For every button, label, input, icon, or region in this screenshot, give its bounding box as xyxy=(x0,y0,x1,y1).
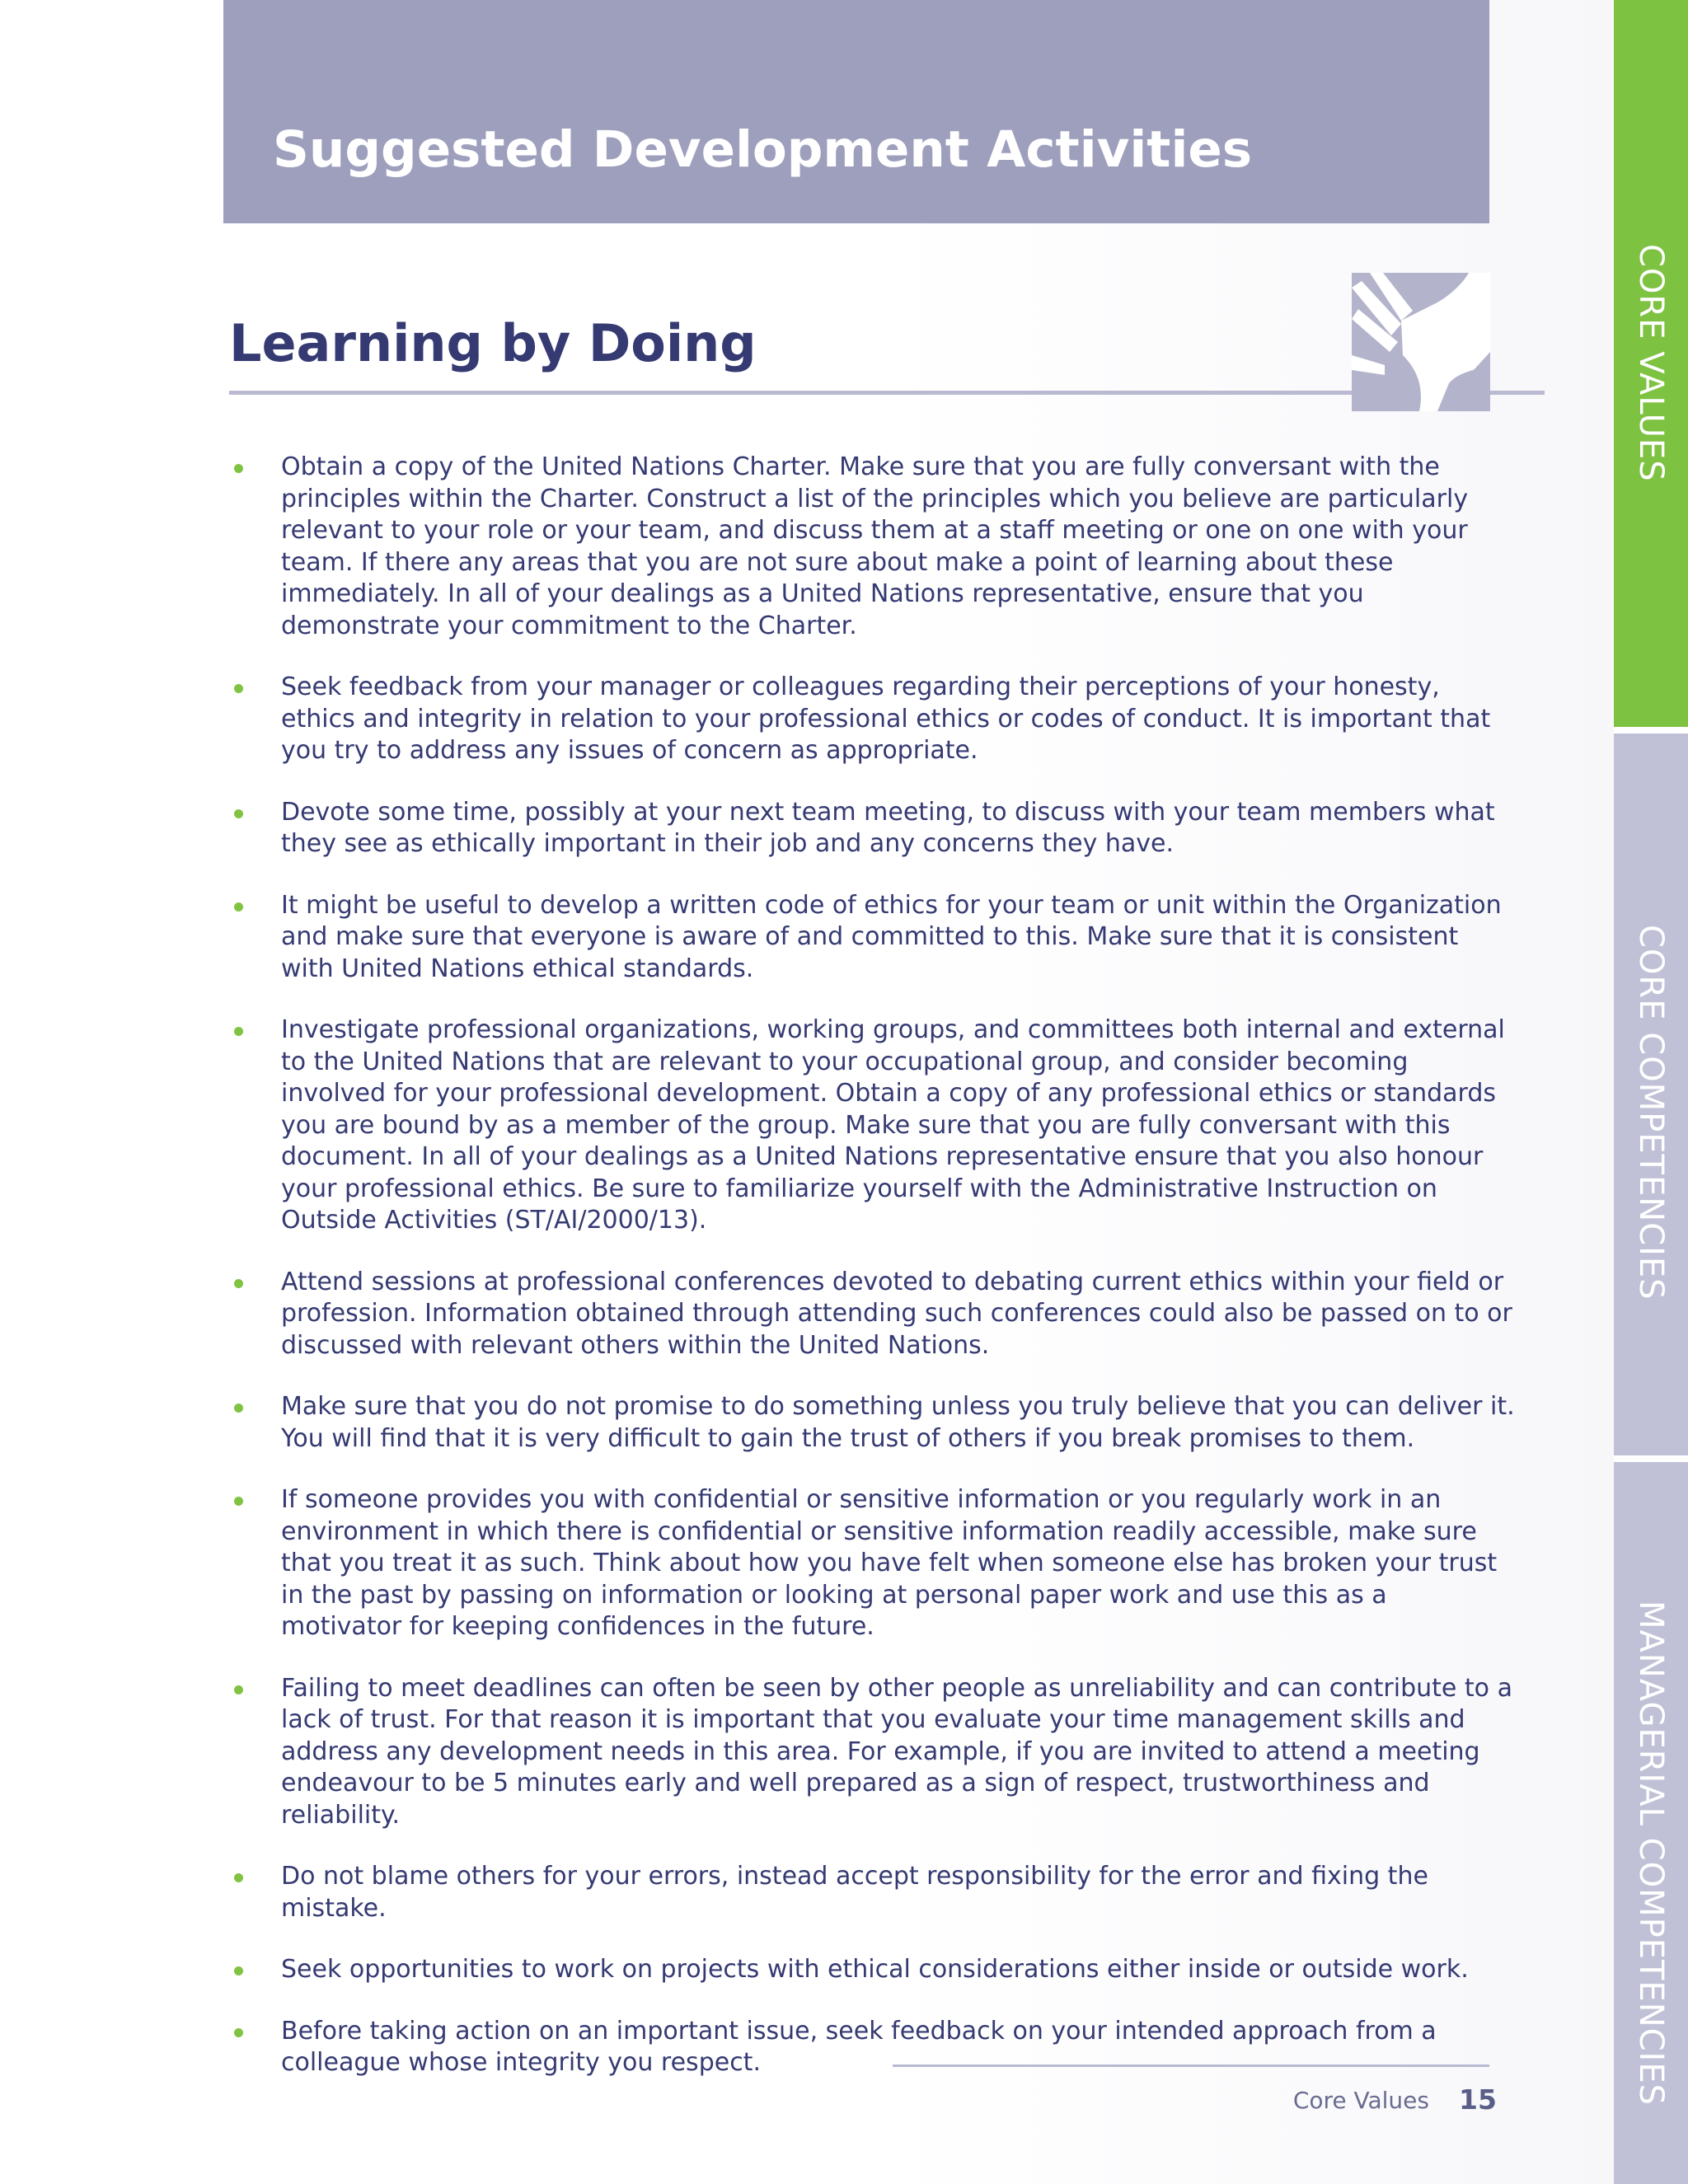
list-item-text: It might be useful to develop a written code of ethics for your team or unit within the Organization and make sure that everyone is aware of and committed to this. Make sure that it is consistent with United Nations ethical standards. xyxy=(281,890,1502,983)
bullet-dot-icon xyxy=(234,1279,243,1288)
bullet-dot-icon xyxy=(234,1027,243,1036)
title-divider xyxy=(229,391,1545,395)
bullet-dot-icon xyxy=(234,1966,243,1975)
list-item-text: Investigate professional organizations, working groups, and committees both internal and external to the United Nations that are relevant to your occupational group, and consider becoming involved for your professional development. Obtain a copy of any professional ethics or standards you are bound by as a member of the group. Make sure that you are fully conversant with this document. In all of your dealings as a United Nations representative ensure that you also honour your professional ethics. Be sure to familiarize yourself with the Administrative Instruction on Outside Activities (ST/AI/2000/13). xyxy=(281,1015,1505,1235)
bullet-dot-icon xyxy=(234,902,243,912)
bullet-dot-icon xyxy=(234,1873,243,1882)
footer-divider xyxy=(893,2064,1489,2067)
list-item-text: Obtain a copy of the United Nations Charter. Make sure that you are fully conversant with the principles within the Charter. Construct a list of the principles which you believe are particularly relevant to your role or your team, and discuss them at a staff meeting or one on one with your team. If there any areas that you are not sure about make a point of learning about these immediately. In all of your dealings as a United Nations representative, ensure that you demonstrate your commitment to the Charter. xyxy=(281,452,1469,640)
bullet-dot-icon xyxy=(234,2028,243,2037)
side-tab-managerial-competencies[interactable] xyxy=(1614,1462,1688,2184)
side-tab-label: CORE COMPETENCIES xyxy=(1632,925,1670,1301)
list-item-text: Attend sessions at professional conferences devoted to debating current ethics within your field or profession. Information obtained through attending such conferences could also be passed on to or discussed with relevant others within the United Nations. xyxy=(281,1267,1512,1360)
list-item xyxy=(229,672,1515,767)
list-item xyxy=(229,2016,1515,2079)
development-activities-list xyxy=(229,452,1515,2109)
list-item xyxy=(229,1391,1515,1455)
list-item-text: Devote some time, possibly at your next team meeting, to discuss with your team members what they see as ethically important in their job and any concerns they have. xyxy=(281,797,1495,858)
list-item xyxy=(229,797,1515,860)
list-item xyxy=(229,1015,1515,1237)
side-tab-core-competencies[interactable] xyxy=(1614,733,1688,1455)
side-tab-core-values[interactable] xyxy=(1614,0,1688,727)
list-item xyxy=(229,1267,1515,1362)
page-title: Suggested Development Activities xyxy=(273,120,1253,179)
side-tab-label: MANAGERIAL COMPETENCIES xyxy=(1632,1601,1670,2107)
bullet-dot-icon xyxy=(234,1404,243,1413)
list-item xyxy=(229,1861,1515,1924)
list-item xyxy=(229,1673,1515,1832)
list-item xyxy=(229,890,1515,986)
list-item-text: If someone provides you with confidential or sensitive information or you regularly work in an environment in which there is confidential or sensitive information readily accessible, make sure that you treat it as such. Think about how you have felt when someone else has broken your trust in the past by passing on information or looking at personal paper work and use this as a motivator for keeping confidences in the future. xyxy=(281,1485,1498,1641)
footer-section-label: Core Values xyxy=(1292,2087,1429,2114)
list-item-text: Seek opportunities to work on projects with ethical considerations either inside or outside work. xyxy=(281,1955,1469,1984)
list-item-text: Do not blame others for your errors, instead accept responsibility for the error and fixing the mistake. xyxy=(281,1862,1428,1923)
list-item-text: Failing to meet deadlines can often be seen by other people as unreliability and can contribute to a lack of trust. For that reason it is important that you evaluate your time management skills and address any development needs in this area. For example, if you are invited to attend a meeting endeavour to be 5 minutes early and well prepared as a sign of respect, trustworthiness and reliability. xyxy=(281,1673,1512,1830)
side-tab-label: CORE VALUES xyxy=(1632,244,1670,482)
list-item-text: Make sure that you do not promise to do something unless you truly believe that you can deliver it. You will find that it is very difficult to gain the trust of others if you break promises to them. xyxy=(281,1392,1515,1453)
bullet-dot-icon xyxy=(234,809,243,818)
header-band xyxy=(223,0,1489,223)
hand-icon xyxy=(1352,273,1490,411)
bullet-dot-icon xyxy=(234,1497,243,1506)
section-title: Learning by Doing xyxy=(229,313,757,373)
bullet-dot-icon xyxy=(234,684,243,693)
page-number: 15 xyxy=(1459,2083,1497,2116)
list-item xyxy=(229,452,1515,642)
bullet-dot-icon xyxy=(234,1685,243,1694)
list-item xyxy=(229,1484,1515,1643)
list-item-text: Seek feedback from your manager or colleagues regarding their perceptions of your honesty, ethics and integrity in relation to your professional ethics or codes of conduct. It is important that you try to address any issues of concern as appropriate. xyxy=(281,673,1491,765)
list-item xyxy=(229,1954,1515,1986)
bullet-dot-icon xyxy=(234,464,243,473)
list-item-text: Before taking action on an important issue, seek feedback on your intended approach from a colleague whose integrity you respect. xyxy=(281,2016,1437,2077)
